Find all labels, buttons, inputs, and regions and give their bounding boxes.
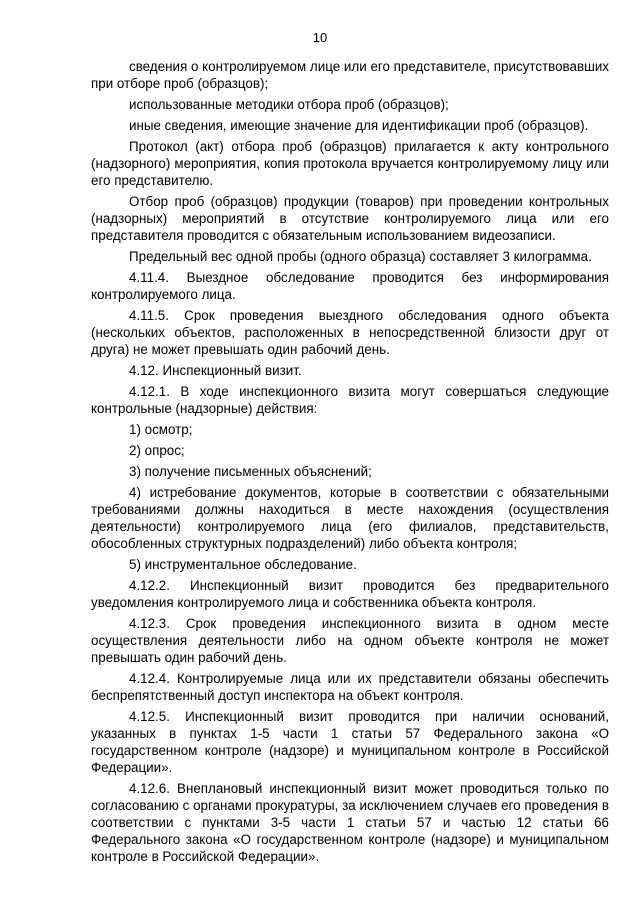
paragraph: иные сведения, имеющие значение для идентификации проб (образцов). — [129, 118, 589, 133]
paragraph: 4.12.5. Инспекционный визит проводится при наличии оснований, указанных в пунктах 1-5 части 1 статьи 57 Федерального закона «О государственном контроле (надзоре) и муниципальном контроле в Российской Федерации». — [91, 709, 609, 775]
paragraph: Отбор проб (образцов) продукции (товаров) при проведении контрольных (надзорных) мероприятий в отсутствие контролируемого лица или его представителя проводится с обязательным использованием видеозаписи. — [91, 194, 609, 243]
section-heading: 4.12. Инспекционный визит. — [129, 363, 302, 378]
paragraph: 4.11.5. Срок проведения выездного обследования одного объекта (нескольких объектов, расположенных в непосредственной близости друг от друга) не может превышать один рабочий день. — [91, 308, 609, 357]
paragraph: 4.12.6. Внеплановый инспекционный визит может проводиться только по согласованию с органами прокуратуры, за исключением случаев его проведения в соответствии с пунктами 3-5 части 1 статьи 57 и частью 12 статьи 66 Федерального закона «О государственном контроле (надзоре) и муниципальном контроле в Российской Федерации». — [91, 781, 609, 864]
paragraph: сведения о контролируемом лице или его представителе, присутствовавших при отборе проб (образцов); — [91, 59, 609, 91]
paragraph: 4.12.2. Инспекционный визит проводится без предварительного уведомления контролируемого лица и собственника объекта контроля. — [91, 578, 609, 610]
list-item: 2) опрос; — [129, 443, 185, 458]
list-item: 3) получение письменных объяснений; — [129, 464, 372, 479]
document-body — [91, 58, 609, 869]
paragraph: 4.12.4. Контролируемые лица или их представители обязаны обеспечить беспрепятственный доступ инспектора на объект контроля. — [91, 671, 609, 703]
page-number: 10 — [312, 30, 328, 45]
paragraph: 4.12.1. В ходе инспекционного визита могут совершаться следующие контрольные (надзорные) действия: — [91, 384, 609, 416]
paragraph: использованные методики отбора проб (образцов); — [129, 97, 449, 112]
paragraph: 4.11.4. Выездное обследование проводится без информирования контролируемого лица. — [91, 270, 609, 302]
paragraph: Предельный вес одной пробы (одного образца) составляет 3 килограмма. — [129, 249, 592, 264]
list-item: 1) осмотр; — [129, 422, 193, 437]
list-item: 4) истребование документов, которые в соответствии с обязательными требованиями должны находиться в месте нахождения (осуществления деятельности) контролируемого лица (его филиалов, представительств, обособленных структурных подразделений) либо объекта контроля; — [91, 485, 609, 551]
paragraph: Протокол (акт) отбора проб (образцов) прилагается к акту контрольного (надзорного) мероприятия, копия протокола вручается контролируемому лицу или его представителю. — [91, 139, 609, 188]
paragraph: 4.12.3. Срок проведения инспекционного визита в одном месте осуществления деятельности либо на одном объекте контроля не может превышать один рабочий день. — [91, 616, 609, 665]
list-item: 5) инструментальное обследование. — [129, 557, 357, 572]
